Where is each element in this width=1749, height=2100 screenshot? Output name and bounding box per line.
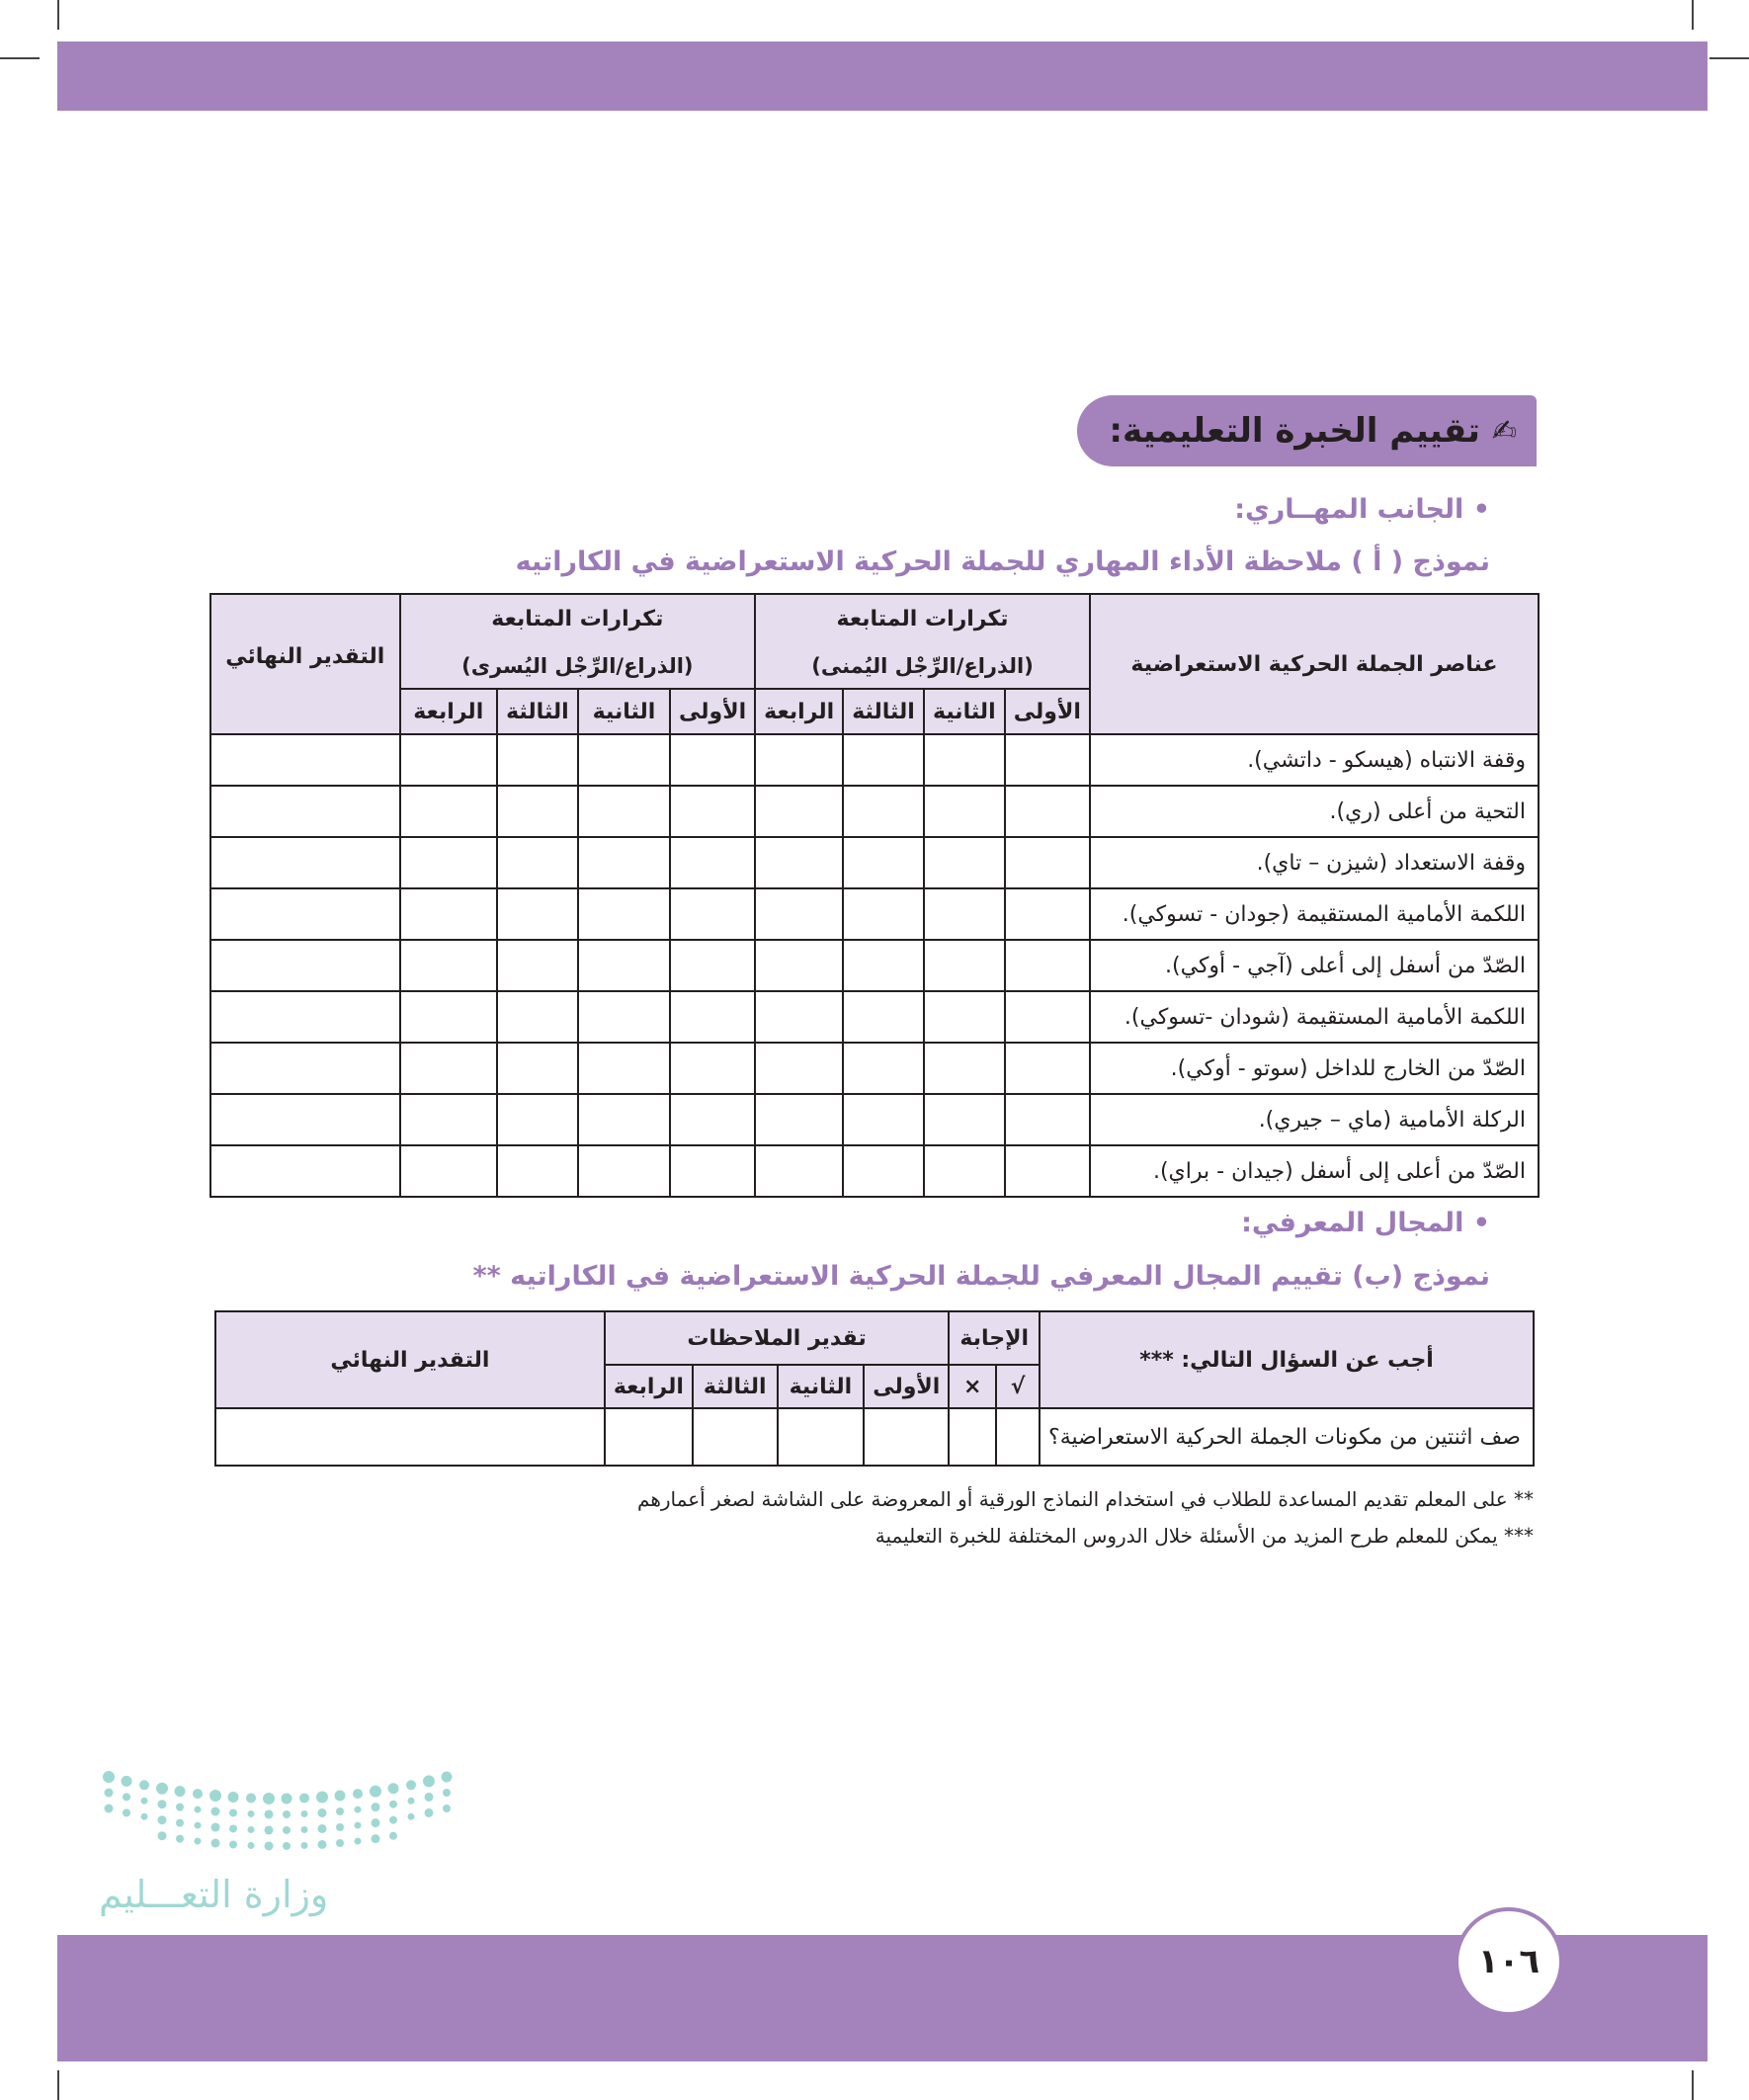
logo-dot	[228, 1792, 239, 1803]
rep-cell[interactable]	[400, 734, 497, 786]
rep-cell[interactable]	[497, 1043, 578, 1094]
rep-cell[interactable]	[924, 991, 1005, 1043]
rep-cell[interactable]	[843, 1094, 924, 1145]
rep-cell[interactable]	[670, 786, 755, 837]
logo-dot	[389, 1816, 397, 1824]
logo-dot	[372, 1834, 380, 1843]
logo-dot	[229, 1808, 237, 1816]
note-cell[interactable]	[693, 1408, 778, 1466]
logo-dot	[408, 1798, 415, 1805]
logo-dot	[141, 1798, 148, 1805]
logo-dot	[353, 1789, 363, 1799]
logo-dot	[211, 1823, 220, 1832]
group-right-subtitle: (الذراع/الرِّجْل اليُمنى)	[755, 643, 1090, 689]
rep-cell[interactable]	[924, 786, 1005, 837]
logo-dot	[283, 1826, 291, 1834]
logo-dot	[175, 1786, 186, 1797]
rep-cell[interactable]	[755, 1043, 843, 1094]
logo-dot	[442, 1772, 453, 1783]
logo-dot	[318, 1840, 327, 1849]
logo-dot	[425, 1793, 434, 1802]
rep-cell[interactable]	[843, 991, 924, 1043]
final-header: التقدير النهائي	[215, 1311, 605, 1408]
rep-cell[interactable]	[843, 888, 924, 940]
rep-cell[interactable]	[1005, 1094, 1090, 1145]
section-heading	[1077, 395, 1537, 466]
rep-cell[interactable]	[924, 888, 1005, 940]
rep-cell[interactable]	[578, 837, 670, 888]
logo-dot	[248, 1826, 255, 1833]
rep-cell[interactable]	[497, 1145, 578, 1197]
logo-dot	[408, 1813, 415, 1820]
element-cell: الصّدّ من أسفل إلى أعلى (آجي - أوكي).	[1090, 940, 1539, 991]
logo-dot	[389, 1832, 397, 1840]
logo-dot	[301, 1826, 308, 1833]
rep-cell[interactable]	[1005, 991, 1090, 1043]
rep-header: الأولى	[1005, 689, 1090, 734]
note-cell[interactable]	[864, 1408, 949, 1466]
rep-cell[interactable]	[924, 940, 1005, 991]
logo-dot	[336, 1839, 344, 1847]
question-header: أجب عن السؤال التالي: ***	[1040, 1311, 1534, 1408]
rep-cell[interactable]	[843, 940, 924, 991]
logo-dot	[265, 1825, 274, 1834]
rep-cell[interactable]	[755, 940, 843, 991]
final-grade-cell[interactable]	[210, 1094, 400, 1145]
rep-cell[interactable]	[497, 786, 578, 837]
final-grade-cell[interactable]	[210, 888, 400, 940]
rep-cell[interactable]	[670, 1145, 755, 1197]
element-cell: اللكمة الأمامية المستقيمة (جودان - تسوكي).	[1090, 888, 1539, 940]
element-cell: الركلة الأمامية (ماي – جيري).	[1090, 1094, 1539, 1145]
table-row	[210, 1094, 1539, 1145]
logo-dot	[423, 1775, 435, 1787]
note-cell[interactable]	[778, 1408, 865, 1466]
logo-dot	[335, 1791, 346, 1802]
rep-cell[interactable]	[578, 991, 670, 1043]
logo-dot	[193, 1789, 203, 1799]
final-cell[interactable]	[215, 1408, 605, 1466]
logo-dot	[370, 1786, 381, 1798]
ministry-logo-text: وزارة التعـــليم	[99, 1873, 329, 1916]
rep-cell[interactable]	[1005, 786, 1090, 837]
logo-dot	[263, 1793, 275, 1805]
rep-cell[interactable]	[578, 888, 670, 940]
answer-check-cell[interactable]	[996, 1408, 1040, 1466]
rep-cell[interactable]	[400, 1094, 497, 1145]
rep-header: الرابعة	[400, 689, 497, 734]
logo-dot	[229, 1840, 237, 1848]
rep-cell[interactable]	[578, 734, 670, 786]
cognitive-table	[214, 1310, 1535, 1467]
rep-cell[interactable]	[497, 940, 578, 991]
logo-dot	[443, 1805, 451, 1812]
table-row	[210, 1043, 1539, 1094]
page-number: ١٠٦	[1455, 1907, 1563, 2016]
rep-cell[interactable]	[843, 734, 924, 786]
logo-dot	[211, 1807, 220, 1816]
rep-header: الثانية	[778, 1365, 865, 1408]
table-row	[210, 888, 1539, 940]
table-row	[210, 940, 1539, 991]
cross-mark: ×	[949, 1365, 996, 1408]
rep-cell[interactable]	[400, 786, 497, 837]
notes-header: تقدير الملاحظات	[605, 1311, 950, 1365]
col-final-header: التقدير النهائي	[210, 594, 400, 734]
logo-dot	[388, 1783, 399, 1794]
logo-dot	[156, 1783, 168, 1795]
rep-header: الثالثة	[843, 689, 924, 734]
logo-dot	[425, 1808, 434, 1817]
pen-icon: ✍	[1491, 413, 1517, 449]
crop-mark	[1692, 0, 1694, 30]
footnote-1: ** على المعلم تقديم المساعدة للطلاب في استخدام النماذج الورقية أو المعروضة على الشاشة لصغر أعمارهم	[637, 1487, 1534, 1511]
rep-cell[interactable]	[400, 888, 497, 940]
table-row	[210, 734, 1539, 786]
check-mark: √	[996, 1365, 1040, 1408]
logo-dot	[318, 1808, 327, 1817]
logo-dot	[248, 1810, 255, 1817]
logo-dot	[389, 1801, 397, 1808]
rep-header: الثالثة	[693, 1365, 778, 1408]
rep-cell[interactable]	[578, 786, 670, 837]
top-band	[57, 42, 1707, 111]
rep-cell[interactable]	[400, 940, 497, 991]
crop-mark	[1692, 2070, 1694, 2100]
logo-dot	[123, 1793, 130, 1801]
note-cell[interactable]	[605, 1408, 693, 1466]
crop-mark	[57, 2070, 59, 2100]
logo-dot	[139, 1780, 149, 1790]
skill-observation-table	[209, 593, 1540, 1198]
logo-dot	[283, 1842, 291, 1850]
logo-dot	[443, 1789, 451, 1797]
logo-dot	[406, 1780, 416, 1790]
final-grade-cell[interactable]	[210, 940, 400, 991]
rep-header: الأولى	[864, 1365, 949, 1408]
question-cell: صف اثنتين من مكونات الجملة الحركية الاستعراضية؟	[1040, 1408, 1534, 1466]
rep-cell[interactable]	[670, 888, 755, 940]
logo-dot	[283, 1810, 291, 1818]
rep-cell[interactable]	[497, 888, 578, 940]
model-b-title: نموذج (ب) تقييم المجال المعرفي للجملة الحركية الاستعراضية في الكاراتيه **	[472, 1261, 1490, 1292]
model-a-title: نموذج ( أ ) ملاحظة الأداء المهاري للجملة الحركية الاستعراضية في الكاراتيه	[515, 546, 1490, 577]
rep-cell[interactable]	[578, 1043, 670, 1094]
final-grade-cell[interactable]	[210, 1043, 400, 1094]
element-cell: وقفة الانتباه (هيسكو - داتشي).	[1090, 734, 1539, 786]
logo-dot	[355, 1806, 362, 1813]
rep-header: الثانية	[578, 689, 670, 734]
logo-dot	[176, 1804, 184, 1811]
rep-cell[interactable]	[497, 734, 578, 786]
logo-dot	[299, 1793, 309, 1803]
logo-dot	[195, 1806, 202, 1813]
rep-cell[interactable]	[843, 786, 924, 837]
rep-cell[interactable]	[755, 888, 843, 940]
group-right-title: تكرارات المتابعة	[755, 594, 1090, 643]
rep-cell[interactable]	[400, 837, 497, 888]
cognitive-section-label: • المجال المعرفي:	[1241, 1208, 1490, 1238]
section-title: تقييم الخبرة التعليمية:	[1109, 411, 1480, 451]
logo-dot	[141, 1813, 148, 1820]
rep-cell[interactable]	[578, 1145, 670, 1197]
logo-dot	[195, 1838, 202, 1845]
rep-cell[interactable]	[843, 837, 924, 888]
element-cell: التحية من أعلى (ري).	[1090, 786, 1539, 837]
rep-cell[interactable]	[755, 786, 843, 837]
rep-cell[interactable]	[1005, 1043, 1090, 1094]
crop-mark	[1709, 57, 1749, 59]
final-grade-cell[interactable]	[210, 734, 400, 786]
final-grade-cell[interactable]	[210, 1145, 400, 1197]
logo-dot	[318, 1824, 327, 1833]
rep-cell[interactable]	[755, 734, 843, 786]
final-grade-cell[interactable]	[210, 991, 400, 1043]
final-grade-cell[interactable]	[210, 837, 400, 888]
logo-dot	[105, 1805, 114, 1813]
table-row	[210, 1145, 1539, 1197]
rep-cell[interactable]	[1005, 1145, 1090, 1197]
rep-cell[interactable]	[400, 1145, 497, 1197]
rep-cell[interactable]	[924, 1094, 1005, 1145]
element-cell: الصّدّ من أعلى إلى أسفل (جيدان - براي).	[1090, 1145, 1539, 1197]
element-cell: وقفة الاستعداد (شيزن – تاي).	[1090, 837, 1539, 888]
logo-dot	[195, 1822, 202, 1829]
logo-dot	[209, 1790, 221, 1802]
rep-cell[interactable]	[670, 837, 755, 888]
rep-header: الثالثة	[497, 689, 578, 734]
table-row	[210, 837, 1539, 888]
rep-cell[interactable]	[578, 1094, 670, 1145]
rep-cell[interactable]	[755, 1094, 843, 1145]
rep-cell[interactable]	[1005, 734, 1090, 786]
logo-dot	[211, 1839, 220, 1848]
rep-cell[interactable]	[755, 1145, 843, 1197]
rep-header: الثانية	[924, 689, 1005, 734]
rep-cell[interactable]	[1005, 837, 1090, 888]
logo-dot	[229, 1824, 237, 1832]
table-row	[210, 786, 1539, 837]
logo-dot	[355, 1822, 362, 1829]
rep-header: الرابعة	[755, 689, 843, 734]
rep-cell[interactable]	[497, 837, 578, 888]
group-left-subtitle: (الذراع/الرِّجْل اليُسرى)	[400, 643, 756, 689]
final-grade-cell[interactable]	[210, 786, 400, 837]
logo-dot	[105, 1789, 114, 1798]
element-cell: اللكمة الأمامية المستقيمة (شودان -تسوكي).	[1090, 991, 1539, 1043]
logo-dot	[282, 1793, 292, 1804]
logo-dot	[248, 1842, 255, 1849]
rep-cell[interactable]	[755, 837, 843, 888]
rep-cell[interactable]	[670, 1043, 755, 1094]
group-left-title: تكرارات المتابعة	[400, 594, 756, 643]
rep-cell[interactable]	[843, 1043, 924, 1094]
rep-cell[interactable]	[670, 1094, 755, 1145]
logo-dot	[122, 1776, 132, 1787]
answer-header: الإجابة	[949, 1311, 1040, 1365]
rep-cell[interactable]	[400, 991, 497, 1043]
logo-dot	[316, 1791, 328, 1803]
rep-cell[interactable]	[1005, 888, 1090, 940]
logo-dot	[123, 1808, 130, 1816]
rep-cell[interactable]	[924, 1145, 1005, 1197]
logo-dot	[176, 1835, 184, 1843]
logo-dot	[158, 1831, 167, 1840]
logo-dot	[336, 1807, 344, 1815]
rep-cell[interactable]	[670, 991, 755, 1043]
rep-cell[interactable]	[670, 940, 755, 991]
logo-dot	[176, 1819, 184, 1827]
skill-section-label: • الجانب المهــاري:	[1234, 494, 1490, 525]
logo-dot	[372, 1818, 380, 1827]
rep-cell[interactable]	[924, 837, 1005, 888]
crop-mark	[57, 0, 59, 30]
rep-cell[interactable]	[670, 734, 755, 786]
logo-dot	[265, 1841, 274, 1850]
rep-cell[interactable]	[755, 991, 843, 1043]
rep-cell[interactable]	[497, 1094, 578, 1145]
logo-dot	[158, 1815, 167, 1824]
rep-cell[interactable]	[924, 734, 1005, 786]
logo-dot	[355, 1838, 362, 1845]
logo-dot	[301, 1810, 308, 1817]
logo-dot	[301, 1842, 308, 1849]
rep-header: الأولى	[670, 689, 755, 734]
rep-cell[interactable]	[924, 1043, 1005, 1094]
answer-cross-cell[interactable]	[949, 1408, 996, 1466]
rep-header: الرابعة	[605, 1365, 693, 1408]
rep-cell[interactable]	[843, 1145, 924, 1197]
rep-cell[interactable]	[497, 991, 578, 1043]
logo-dot	[246, 1793, 256, 1803]
rep-cell[interactable]	[1005, 940, 1090, 991]
logo-dot	[158, 1800, 167, 1808]
logo-dot	[265, 1809, 274, 1818]
rep-cell[interactable]	[400, 1043, 497, 1094]
col-items-header: عناصر الجملة الحركية الاستعراضية	[1090, 594, 1539, 734]
crop-mark	[0, 57, 40, 59]
logo-dot	[103, 1771, 115, 1783]
element-cell: الصّدّ من الخارج للداخل (سوتو - أوكي).	[1090, 1043, 1539, 1094]
table-row	[210, 991, 1539, 1043]
rep-cell[interactable]	[578, 940, 670, 991]
logo-dot	[336, 1823, 344, 1831]
footnote-2: *** يمكن للمعلم طرح المزيد من الأسئلة خلال الدروس المختلفة للخبرة التعليمية	[874, 1524, 1534, 1548]
logo-dot	[372, 1803, 380, 1811]
